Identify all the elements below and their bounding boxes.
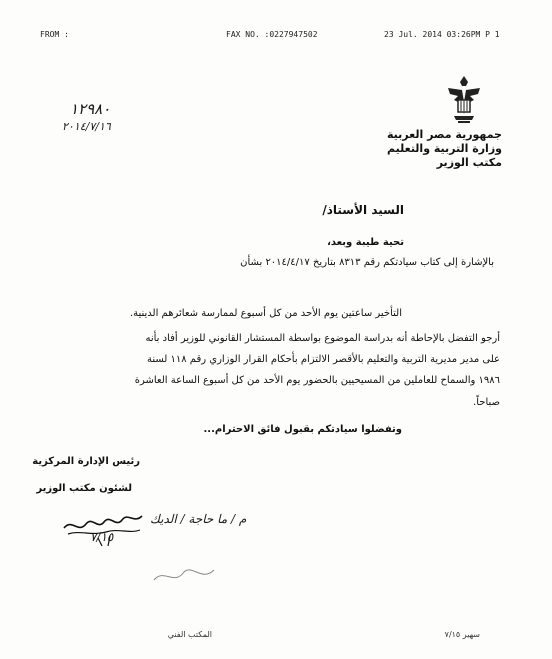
closing: وتفضلوا سيادتكم بقبول فائق الاحترام... [203, 424, 402, 435]
eagle-emblem-icon [440, 72, 488, 130]
signature-handwritten-date: ٧/١٥ [90, 530, 114, 544]
letterhead-country: جمهورية مصر العربية [387, 128, 502, 141]
body-line-4: على مدير مديرية التربية والتعليم بالأقصر الالتزام بأحكام القرار الوزاري رقم ١١٨ لسنة [146, 354, 500, 365]
letterhead-ministry: وزارة التربية والتعليم [387, 142, 502, 155]
signature-title-2: لشئون مكتب الوزير [36, 483, 132, 494]
footer-technical-office: المكتب الفني [167, 630, 212, 639]
fax-from: FROM : [40, 30, 69, 39]
handwritten-ref-number: ١٢٩٨٠ [70, 100, 111, 118]
footer-initials: سهير ٧/١٥ [444, 630, 480, 639]
fax-number: FAX NO. :0227947502 [226, 30, 318, 39]
body-line-3: أرجو التفضل بالإحاطة أنه بدراسة الموضوع بواسطة المستشار القانوني للوزير أفاد بأنه [145, 333, 500, 344]
body-line-5: ١٩٨٦ والسماح للعاملين من المسيحيين بالحضور يوم الأحد من كل أسبوع الساعة العاشرة [134, 375, 500, 386]
signature-title-1: رئيس الإدارة المركزية [32, 456, 140, 467]
body-line-2: التأخير ساعتين يوم الأحد من كل أسبوع لممارسة شعائرهم الدينية. [129, 308, 402, 319]
greeting: تحية طيبة وبعد، [327, 237, 404, 248]
body-line-6: صباحاً. [473, 397, 500, 408]
body-line-1: بالإشارة إلى كتاب سيادتكم رقم ٨٣١٣ بتاريخ ٢٠١٤/٤/١٧ بشأن [240, 257, 494, 268]
addressee: السيد الأستاذ/ [322, 203, 404, 217]
letterhead-office: مكتب الوزير [436, 156, 502, 169]
signature-handwritten-name: م / ما حاجة / الديك [150, 512, 247, 526]
handwritten-ref-date: ٢٠١٤/٧/١٦ [62, 120, 111, 133]
fax-header [0, 30, 552, 44]
faint-stamp-icon [150, 560, 220, 590]
fax-datetime: 23 Jul. 2014 03:26PM P 1 [384, 30, 500, 39]
